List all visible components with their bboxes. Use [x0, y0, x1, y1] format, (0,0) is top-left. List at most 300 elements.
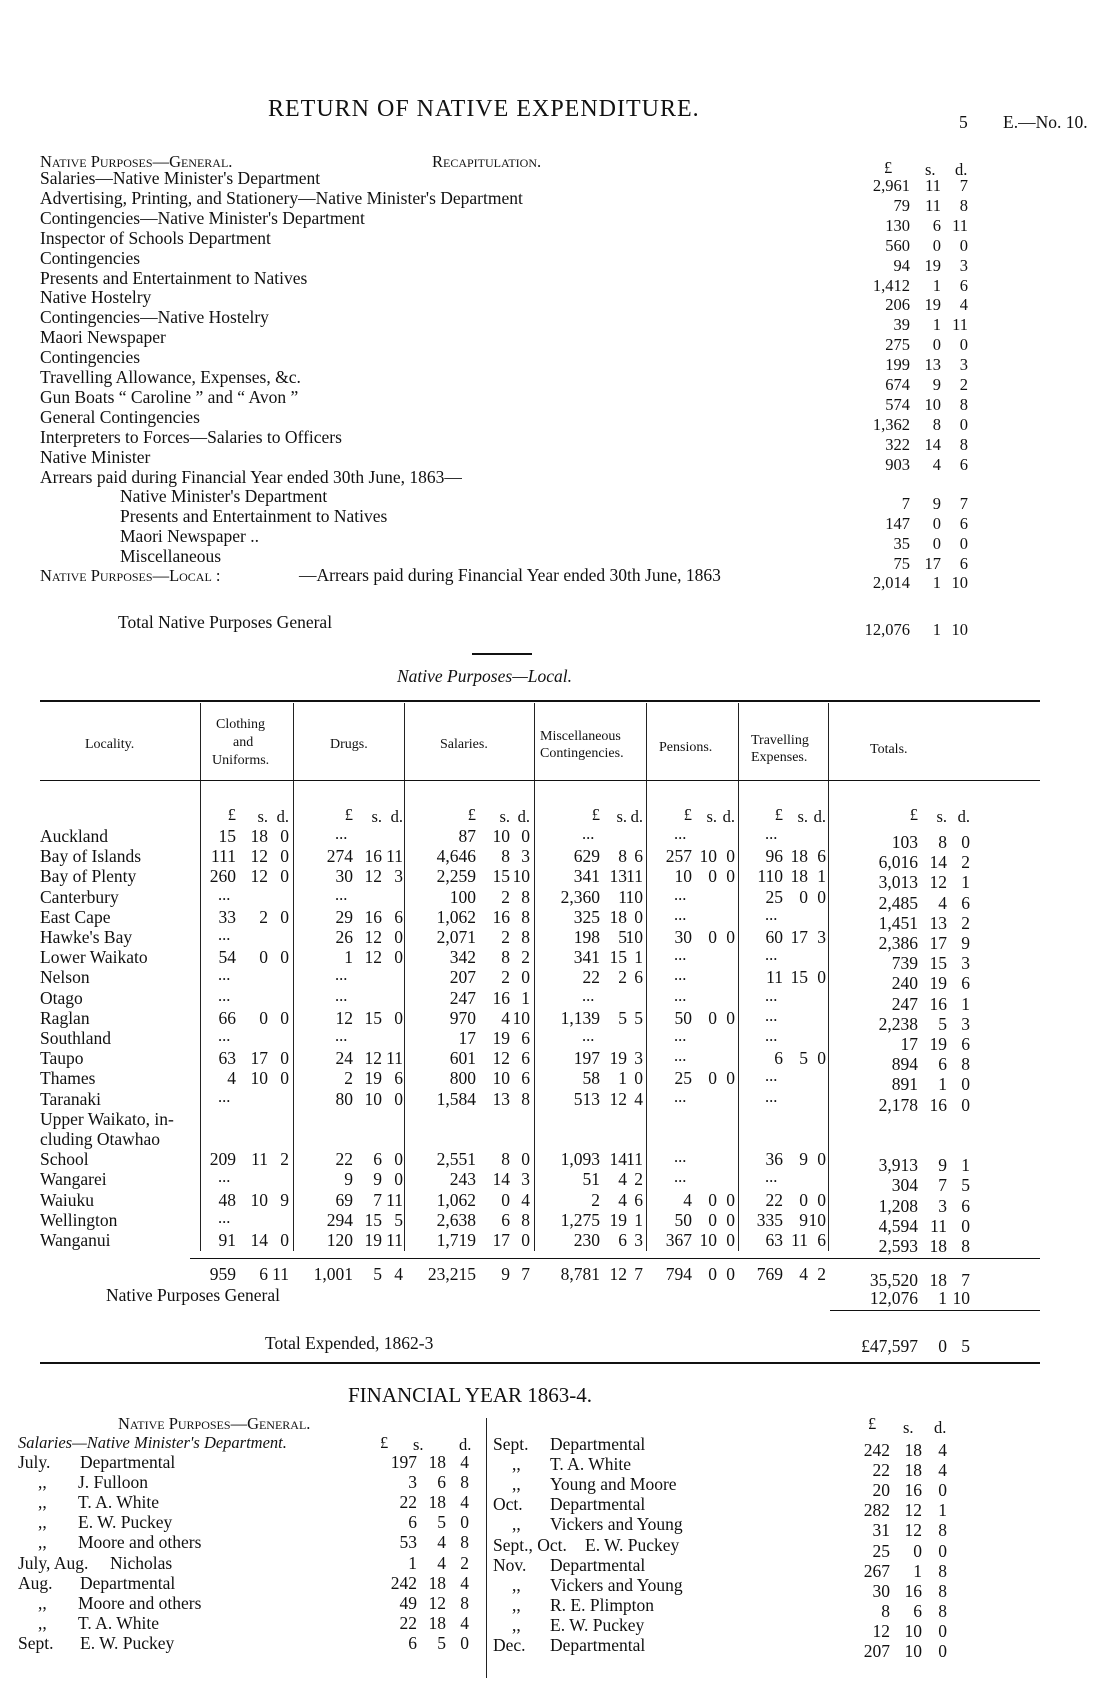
cell-misc-pounds: 197	[573, 1048, 600, 1069]
cell-salaries-pence: 3	[521, 846, 530, 867]
fy-right-payee: Departmental	[550, 1635, 646, 1655]
cell-total-shillings: 16	[929, 993, 947, 1014]
cell-total-pounds: 1,208	[878, 1195, 918, 1216]
header-clothing-1: Clothing	[216, 717, 266, 732]
grand-total-amount-shillings: 0	[938, 1336, 947, 1356]
cell-misc-pence: 11	[626, 1149, 643, 1170]
cell-total-shillings: 16	[929, 1094, 947, 1115]
cell-travelling-pence: 0	[817, 1149, 826, 1170]
cell-total-pence: 6	[961, 892, 970, 913]
fy-left-payee: Departmental	[80, 1572, 176, 1593]
cell-salaries-pounds: 601	[449, 1048, 476, 1069]
lsd-pound: £	[467, 805, 476, 824]
fy-left-amount-pence: 2	[460, 1552, 469, 1573]
cell-total-pounds: 3,013	[878, 872, 918, 893]
cell-salaries-pence: 8	[521, 1088, 530, 1109]
cell-salaries-pounds: 4,646	[436, 846, 476, 867]
cell-salaries-pounds: 207	[449, 967, 476, 988]
recap-item-amount-pounds: 147	[885, 514, 910, 534]
header-drugs: Drugs.	[330, 737, 368, 752]
local-table-caption: Native Purposes—Local.	[397, 666, 572, 686]
column-divider	[534, 703, 535, 1251]
cell-drugs-pounds: 69	[335, 1189, 353, 1210]
row-locality: East Cape	[40, 906, 111, 927]
recap-item-amount-pence: 6	[959, 554, 968, 574]
cell-salaries-pounds: 2,259	[436, 866, 476, 887]
cell-salaries-pounds: 100	[449, 886, 476, 907]
cell-misc-pence: 6	[634, 967, 643, 988]
recap-item-label: Interpreters to Forces—Salaries to Officers	[40, 426, 342, 447]
recap-item-amount-pence: 3	[959, 355, 968, 375]
fy-left-amount-pounds: 3	[408, 1472, 417, 1493]
cell-salaries-shillings: 12	[492, 1048, 510, 1069]
cell-travelling-empty: ...	[765, 985, 778, 1005]
cell-travelling-pence: 0	[817, 1048, 826, 1069]
header-totals: Totals.	[870, 742, 908, 757]
cell-pensions-empty: ...	[674, 824, 687, 843]
cell-clothing-shillings: 12	[250, 846, 268, 867]
cell-salaries-pence: 10	[512, 866, 530, 887]
local-label: Native Purposes—Local :	[40, 566, 221, 585]
cell-misc-shillings: 5	[618, 1007, 627, 1028]
fy-left-amount-pounds: 1	[408, 1552, 417, 1573]
section-label: Native Purposes—General.	[40, 152, 233, 171]
header-clothing-2: and	[233, 735, 254, 750]
page-number: 5	[959, 112, 968, 132]
cell-misc-shillings: 8	[618, 846, 627, 867]
cell-clothing-shillings: 10	[250, 1068, 268, 1089]
cell-salaries-shillings: 10	[492, 826, 510, 846]
cell-travelling-pence: 0	[817, 886, 826, 907]
fy-left-payee: E. W. Puckey	[80, 1632, 175, 1653]
fy-right-amount-pence: 8	[938, 1520, 947, 1541]
cell-drugs-shillings: 6	[373, 1149, 382, 1170]
cell-salaries-shillings: 2	[501, 967, 510, 988]
fy-right-payee: T. A. White	[550, 1454, 632, 1475]
cell-total-shillings: 1	[938, 1074, 947, 1095]
fy-left-month: Aug.	[18, 1572, 53, 1593]
fy-right-amount-shillings: 6	[913, 1600, 922, 1621]
cell-drugs-pounds: 1	[344, 947, 353, 968]
recap-item-amount-shillings: 9	[932, 494, 941, 514]
fy-right-amount-shillings: 18	[904, 1440, 922, 1460]
cell-misc-pounds: 1,093	[560, 1149, 600, 1170]
recap-item-amount-pounds: 94	[893, 255, 910, 275]
cell-salaries-pence: 4	[521, 1189, 530, 1210]
local-amount-pounds: 2,014	[872, 573, 910, 592]
cell-total-shillings: 13	[929, 912, 947, 933]
cell-drugs-shillings: 16	[364, 846, 382, 867]
subtotal-rule	[830, 1310, 1040, 1311]
cell-clothing-empty: ...	[218, 1086, 231, 1106]
lsd-pence: d.	[630, 807, 643, 826]
fy-lsd-pence-right: d.	[934, 1418, 947, 1437]
cell-travelling-pounds: 25	[765, 886, 783, 907]
cell-drugs-pounds: 274	[326, 846, 353, 867]
cell-drugs-pounds: 80	[335, 1088, 353, 1109]
cell-clothing-pence: 0	[280, 826, 289, 846]
cell-total-shillings: 18	[929, 1236, 947, 1256]
cell-total-shillings: 8	[938, 832, 947, 852]
cell-travelling-shillings: 5	[799, 1048, 808, 1069]
cell-total-shillings: 17	[929, 933, 947, 953]
recap-item-label: Inspector of Schools Department	[40, 227, 271, 248]
cell-drugs-pounds: 24	[335, 1048, 353, 1069]
row-locality: Canterbury	[40, 886, 119, 907]
cell-total-pence: 3	[961, 1013, 970, 1034]
cell-total-shillings: 11	[930, 1215, 947, 1236]
lsd-pound: £	[683, 805, 692, 824]
fy-right-month: ,,	[512, 1514, 521, 1535]
total-general-amount-shillings: 1	[932, 620, 941, 639]
fy-right-payee: E. W. Puckey	[550, 1614, 645, 1635]
cell-drugs-pence: 0	[394, 1149, 403, 1170]
recap-item-amount-pounds: 903	[885, 454, 910, 474]
fy-right-month: Sept., Oct.	[493, 1534, 567, 1555]
recap-item-amount-shillings: 19	[924, 295, 941, 315]
cell-clothing-pounds: 48	[218, 1189, 236, 1210]
cell-travelling-empty: ...	[765, 1167, 778, 1187]
cell-misc-shillings: 15	[609, 947, 627, 968]
fy-left-amount-pence: 4	[460, 1612, 469, 1633]
cell-salaries-pounds: 243	[449, 1169, 476, 1190]
fy-left-amount-pence: 4	[460, 1572, 469, 1593]
recap-item-amount-pounds: 674	[885, 375, 910, 394]
cell-clothing-shillings: 17	[250, 1048, 268, 1069]
cell-drugs-empty: ...	[335, 965, 348, 985]
fy-right-amount-shillings: 1	[913, 1560, 922, 1581]
fy-right-month: Dec.	[493, 1635, 526, 1655]
cell-drugs-pence: 11	[386, 1048, 403, 1069]
cell-clothing-pence: 2	[280, 1149, 289, 1170]
cell-pensions-pounds: 25	[674, 1068, 692, 1089]
fy-left-month: ,,	[38, 1492, 47, 1513]
cell-travelling-empty: ...	[765, 1066, 778, 1086]
column-divider	[200, 703, 201, 1251]
cell-total-pounds: 739	[891, 953, 918, 974]
recap-item-label: Salaries—Native Minister's Department	[40, 168, 321, 188]
fy-left-amount-shillings: 12	[428, 1592, 446, 1613]
cell-clothing-pounds: 66	[218, 1007, 236, 1028]
cell-salaries-pounds: 800	[449, 1068, 476, 1089]
cell-travelling-empty: ...	[765, 1086, 778, 1106]
cell-pensions-empty: ...	[674, 1147, 687, 1167]
fy-left-month: ,,	[38, 1512, 47, 1533]
fy-right-amount-pounds: 22	[872, 1460, 890, 1481]
cell-salaries-pence: 6	[521, 1068, 530, 1089]
cell-total-pence: 0	[961, 832, 970, 852]
column-divider	[404, 703, 405, 1251]
cell-misc-pence: 10	[625, 927, 643, 947]
cell-travelling-shillings: 18	[790, 866, 808, 887]
cell-travelling-empty: ...	[765, 945, 778, 965]
fy-left-amount-pence: 8	[460, 1592, 469, 1613]
local-text: —Arrears paid during Financial Year ended 30th June, 1863	[299, 565, 721, 585]
cell-pensions-pounds: 4	[683, 1189, 692, 1210]
fy-left-amount-shillings: 18	[428, 1572, 446, 1593]
header-travelling-1: Travelling	[751, 733, 809, 748]
cell-clothing-pence: 0	[280, 1048, 289, 1069]
total-clothing-pounds: 959	[209, 1264, 236, 1284]
cell-salaries-shillings: 15	[492, 866, 510, 887]
cell-total-pounds: 2,485	[878, 892, 918, 913]
recap-item-label: General Contingencies	[40, 406, 200, 427]
cell-travelling-pounds: 335	[756, 1209, 783, 1230]
recap-item-amount-pounds: 275	[885, 335, 910, 355]
cell-misc-shillings: 12	[609, 1088, 627, 1109]
cell-pensions-pounds: 50	[674, 1007, 692, 1028]
cell-travelling-pence: 10	[808, 1209, 826, 1230]
cell-travelling-pence: 6	[817, 1230, 826, 1250]
fy-right-amount-shillings: 16	[904, 1580, 922, 1601]
header-misc-1: Miscellaneous	[540, 729, 621, 744]
cell-travelling-pence: 0	[817, 967, 826, 988]
fy-right-month: Oct.	[493, 1494, 523, 1515]
fy-right-amount-pounds: 267	[863, 1560, 890, 1581]
cell-travelling-pounds: 110	[757, 866, 783, 887]
recap-item-label: Miscellaneous	[120, 546, 222, 567]
total-drugs-pence: 4	[394, 1264, 403, 1284]
cell-total-pence: 6	[961, 1034, 970, 1054]
cell-misc-pence: 6	[634, 846, 643, 867]
cell-salaries-pence: 8	[521, 886, 530, 907]
header-locality: Locality.	[85, 737, 135, 752]
cell-travelling-pounds: 96	[765, 846, 783, 867]
fy-left-amount-pounds: 22	[399, 1612, 417, 1633]
cell-pensions-empty: ...	[674, 945, 687, 965]
fy-right-amount-pounds: 12	[872, 1620, 890, 1641]
total-travelling-shillings: 4	[799, 1264, 808, 1284]
lsd-pence: d.	[390, 807, 403, 826]
lsd-pence: d.	[517, 807, 530, 826]
cell-total-pounds: 17	[900, 1034, 918, 1054]
cell-drugs-shillings: 16	[364, 906, 382, 927]
cell-total-shillings: 3	[938, 1195, 947, 1216]
cell-total-shillings: 6	[938, 1054, 947, 1075]
cell-salaries-pence: 6	[521, 1028, 530, 1048]
recap-item-amount-shillings: 10	[924, 394, 941, 414]
lsd-pence: d.	[276, 807, 289, 826]
cell-total-shillings: 19	[929, 973, 947, 994]
cell-pensions-shillings: 0	[708, 1007, 717, 1028]
fy-right-amount-pence: 0	[938, 1620, 947, 1641]
fy-right-payee: Departmental	[550, 1554, 646, 1575]
cell-total-shillings: 9	[938, 1155, 947, 1176]
cell-pensions-pounds: 50	[674, 1209, 692, 1230]
recap-item-label: Contingencies	[40, 247, 141, 268]
cell-clothing-pence: 0	[280, 947, 289, 968]
cell-pensions-empty: ...	[674, 1026, 687, 1045]
cell-pensions-empty: ...	[674, 1167, 687, 1187]
cell-drugs-pounds: 2	[344, 1068, 353, 1089]
fy-right-payee: Vickers and Young	[550, 1514, 683, 1535]
cell-total-pounds: 2,386	[878, 933, 918, 953]
recap-item-amount-pence: 8	[959, 434, 968, 454]
cell-travelling-pence: 6	[817, 846, 826, 867]
cell-misc-pence: 10	[625, 886, 643, 907]
cell-drugs-pence: 0	[394, 947, 403, 968]
fy-left-amount-pounds: 53	[399, 1532, 417, 1553]
cell-clothing-empty: ...	[218, 985, 231, 1005]
lsd-shilling: s.	[936, 807, 947, 826]
cell-travelling-empty: ...	[765, 1026, 778, 1045]
cell-total-pence: 3	[961, 953, 970, 974]
cell-drugs-pence: 6	[394, 1068, 403, 1089]
cell-salaries-pounds: 1,719	[436, 1230, 476, 1250]
fy-left-amount-shillings: 4	[437, 1532, 446, 1553]
cell-misc-shillings: 19	[609, 1209, 627, 1230]
cell-drugs-shillings: 10	[364, 1088, 382, 1109]
cell-clothing-shillings: 14	[250, 1230, 268, 1250]
cell-misc-pounds: 230	[573, 1230, 600, 1250]
cell-total-pence: 1	[961, 872, 970, 893]
cell-pensions-empty: ...	[674, 1046, 687, 1066]
recap-item-amount-pence: 0	[959, 235, 968, 255]
cell-salaries-pounds: 17	[458, 1028, 476, 1048]
cell-travelling-pence: 3	[817, 927, 826, 947]
cell-drugs-empty: ...	[335, 1026, 348, 1045]
fy-right-payee: E. W. Puckey	[585, 1534, 680, 1555]
header-salaries: Salaries.	[440, 737, 488, 752]
cell-travelling-pounds: 63	[765, 1230, 783, 1250]
recap-item-label: Maori Newspaper	[40, 327, 166, 348]
cell-misc-pence: 0	[634, 906, 643, 927]
cell-drugs-pounds: 12	[335, 1007, 353, 1028]
column-divider	[738, 703, 739, 1251]
cell-misc-shillings: 13	[609, 866, 627, 887]
cell-misc-empty: ...	[582, 1026, 595, 1045]
total-misc-pence: 7	[634, 1264, 643, 1284]
cell-travelling-empty: ...	[765, 904, 778, 924]
lsd-pence: d.	[957, 807, 970, 826]
cell-drugs-pence: 6	[394, 906, 403, 927]
column-divider	[293, 703, 294, 1251]
column-divider	[646, 703, 647, 1251]
cell-travelling-shillings: 9	[799, 1149, 808, 1170]
fy-right-payee: R. E. Plimpton	[550, 1594, 655, 1615]
cell-salaries-pence: 3	[521, 1169, 530, 1190]
cell-clothing-shillings: 0	[259, 947, 268, 968]
fy-lsd-shilling-right: s.	[903, 1418, 914, 1437]
fy-section-label: Native Purposes—General.	[118, 1414, 311, 1433]
cell-misc-pence: 2	[634, 1169, 643, 1190]
header-rule	[40, 780, 1040, 781]
cell-pensions-pounds: 367	[665, 1230, 692, 1250]
cell-travelling-pounds: 36	[765, 1149, 783, 1170]
total-misc-shillings: 12	[609, 1264, 627, 1284]
header-clothing-3: Uniforms.	[212, 753, 270, 768]
cell-total-pounds: 2,178	[878, 1094, 918, 1115]
cell-pensions-shillings: 0	[708, 1189, 717, 1210]
total-travelling-pounds: 769	[756, 1264, 783, 1284]
cell-total-pence: 0	[961, 1074, 970, 1095]
fy-lsd-shilling-left: s.	[413, 1435, 424, 1454]
cell-clothing-empty: ...	[218, 1026, 231, 1045]
cell-travelling-shillings: 0	[799, 886, 808, 907]
recap-item-amount-pence: 3	[959, 255, 968, 275]
total-salaries-shillings: 9	[501, 1264, 510, 1284]
cell-misc-pounds: 341	[573, 947, 600, 968]
cell-drugs-empty: ...	[335, 985, 348, 1005]
cell-pensions-empty: ...	[674, 985, 687, 1005]
lsd-pence: d.	[722, 807, 735, 826]
totals-rule	[190, 1258, 1040, 1259]
cell-clothing-shillings: 11	[251, 1149, 268, 1170]
cell-travelling-shillings: 17	[790, 927, 808, 947]
cell-misc-shillings: 19	[609, 1048, 627, 1069]
total-salaries-pounds: 23,215	[427, 1264, 476, 1284]
recap-item-amount-shillings: 11	[925, 195, 941, 215]
recap-item-label: Native Hostelry	[40, 287, 152, 308]
cell-clothing-pounds: 209	[209, 1149, 236, 1170]
fy-right-amount-pounds: 31	[872, 1520, 890, 1541]
row-locality: Lower Waikato	[40, 947, 148, 968]
total-clothing-shillings: 6	[259, 1264, 268, 1284]
fy-sub-label: Salaries—Native Minister's Department.	[18, 1433, 287, 1452]
row-locality: Auckland	[40, 826, 109, 846]
cell-total-pounds: 304	[891, 1175, 918, 1196]
cell-total-pounds: 2,593	[878, 1236, 918, 1256]
cell-travelling-shillings: 15	[790, 967, 808, 988]
cell-salaries-shillings: 14	[492, 1169, 510, 1190]
cell-salaries-pence: 8	[521, 927, 530, 947]
fy-left-amount-shillings: 18	[428, 1492, 446, 1513]
total-total-pounds: 35,520	[869, 1270, 918, 1290]
cell-misc-pounds: 22	[582, 967, 600, 988]
fy-right-month: Sept.	[493, 1434, 529, 1454]
cell-salaries-pence: 0	[521, 967, 530, 988]
cell-clothing-shillings: 12	[250, 866, 268, 887]
cell-salaries-pence: 2	[521, 947, 530, 968]
cell-pensions-shillings: 0	[708, 927, 717, 947]
fy-right-amount-shillings: 12	[904, 1520, 922, 1541]
fy-lsd-pound-right: £	[868, 1414, 877, 1433]
total-total-pence: 7	[961, 1270, 970, 1290]
total-salaries-pence: 7	[521, 1264, 530, 1284]
recap-item-amount-shillings: 9	[932, 375, 941, 394]
cell-drugs-pounds: 9	[344, 1169, 353, 1190]
recap-item-amount-pounds: 199	[885, 355, 910, 375]
fy-right-amount-pounds: 20	[872, 1480, 890, 1501]
row-locality: Taupo	[40, 1048, 84, 1069]
fy-left-payee: Nicholas	[110, 1552, 173, 1573]
cell-salaries-pounds: 2,071	[436, 927, 476, 947]
row-locality: Southland	[40, 1028, 111, 1048]
cell-drugs-shillings: 12	[364, 927, 382, 947]
fy-right-amount-pence: 4	[938, 1440, 947, 1460]
fy-right-payee: Departmental	[550, 1434, 646, 1454]
recap-item-label: Maori Newspaper ..	[120, 526, 259, 547]
recap-item-amount-pounds: 2,961	[872, 176, 910, 195]
total-drugs-shillings: 5	[373, 1264, 382, 1284]
recap-item-amount-pence: 7	[959, 176, 968, 195]
cell-total-pounds: 103	[891, 832, 918, 852]
fy-right-month: ,,	[512, 1474, 521, 1495]
cell-drugs-pence: 11	[386, 846, 403, 867]
fy-right-amount-pounds: 8	[881, 1600, 890, 1621]
recap-item-amount-shillings: 1	[932, 315, 941, 335]
fy-right-amount-pounds: 30	[872, 1580, 890, 1601]
header-misc-2: Contingencies.	[540, 746, 624, 761]
currency-pence: d.	[955, 160, 968, 179]
cell-misc-pence: 4	[634, 1088, 643, 1109]
fy-left-amount-pounds: 49	[399, 1592, 417, 1613]
recap-item-label: Presents and Entertainment to Natives	[120, 506, 388, 527]
cell-travelling-pence: 1	[817, 866, 826, 887]
recap-item-label: Native Minister's Department	[120, 486, 328, 507]
cell-salaries-shillings: 8	[501, 1149, 510, 1170]
row-locality: cluding Otawhao	[40, 1129, 161, 1149]
